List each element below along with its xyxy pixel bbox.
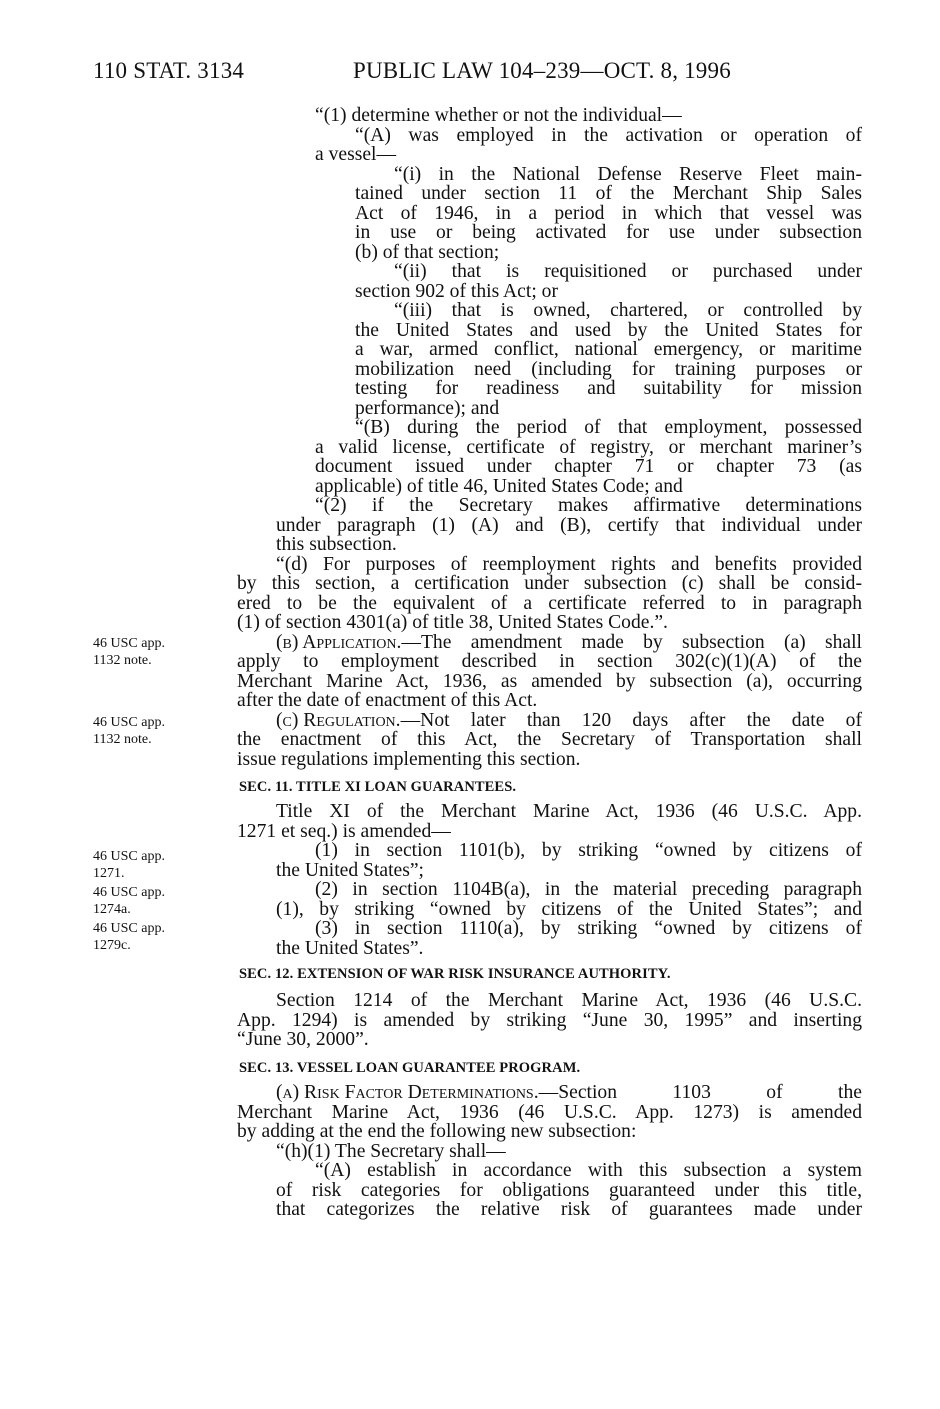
text-line: testing for readiness and suitability for mission	[355, 378, 862, 399]
text-line: a vessel—	[315, 144, 397, 165]
caption-application: (b) Application.	[276, 632, 402, 653]
text-line: performance); and	[355, 398, 500, 419]
text-line: issue regulations implementing this section.	[237, 749, 581, 770]
text-line: the United States”.	[276, 938, 424, 959]
text-line: that categorizes the relative risk of guarantees made under	[276, 1199, 862, 1220]
text-line: mobilization need (including for training purposes or	[355, 359, 862, 380]
text-line: applicable) of title 46, United States Code; and	[315, 476, 683, 497]
text-line: in use or being activated for use under subsection	[355, 222, 862, 243]
text-line: Merchant Marine Act, 1936 (46 U.S.C. App. 1273) is amended	[237, 1102, 862, 1123]
text-line: “(d) For purposes of reemployment rights and benefits provided	[276, 554, 862, 575]
regulation-paragraph: (c) Regulation. —Not later than 120 days after the date of	[276, 710, 862, 731]
text-line: “June 30, 2000”.	[237, 1029, 369, 1050]
text-line: section 902 of this Act; or	[355, 281, 558, 302]
caption-risk-factor: (a) Risk Factor Determinations.	[276, 1082, 539, 1103]
text-line: the United States”;	[276, 860, 425, 881]
section-heading: SEC. 11. TITLE XI LOAN GUARANTEES.	[239, 779, 517, 795]
text-line: apply to employment described in section 302(c)(1)(A) of the	[237, 651, 862, 672]
margin-note: 46 USC app. 1279c.	[93, 921, 165, 953]
margin-note: 46 USC app. 1271.	[93, 849, 165, 881]
caption-regulation: (c) Regulation.	[276, 710, 401, 731]
text-line: under paragraph (1) (A) and (B), certify that individual under	[276, 515, 862, 536]
margin-note: 46 USC app. 1274a.	[93, 885, 165, 917]
text-line: (1), by striking “owned by citizens of the United States”; and	[276, 899, 862, 920]
text-line: App. 1294) is amended by striking “June 30, 1995” and inserting	[237, 1010, 862, 1031]
text-line: “(2) if the Secretary makes affirmative determinations	[315, 495, 862, 516]
text-line: after the date of enactment of this Act.	[237, 690, 538, 711]
text-line: by this section, a certification under subsection (c) shall be consid-	[237, 573, 862, 594]
text-line: tained under section 11 of the Merchant Ship Sales	[355, 183, 862, 204]
text-line: (2) in section 1104B(a), in the material preceding paragraph	[315, 879, 862, 900]
text-line: this subsection.	[276, 534, 397, 555]
text-line: (3) in section 1110(a), by striking “owned by citizens of	[315, 918, 862, 939]
text-line: Section 1214 of the Merchant Marine Act, 1936 (46 U.S.C.	[276, 990, 862, 1011]
text-line: a valid license, certificate of registry, or merchant mariner’s	[315, 437, 862, 458]
text-line: Merchant Marine Act, 1936, as amended by subsection (a), occurring	[237, 671, 862, 692]
text-line: “(ii) that is requisitioned or purchased under	[394, 261, 862, 282]
text-line: “(iii) that is owned, chartered, or controlled by	[394, 300, 862, 321]
text-line: by adding at the end the following new subsection:	[237, 1121, 637, 1142]
running-header: PUBLIC LAW 104–239—OCT. 8, 1996	[353, 58, 731, 83]
margin-note: 46 USC app. 1132 note.	[93, 636, 165, 668]
risk-factor-paragraph: (a) Risk Factor Determinations. —Section 1103 of the	[276, 1082, 862, 1103]
text-line: (1) in section 1101(b), by striking “owned by citizens of	[315, 840, 862, 861]
text-line: (1) of section 4301(a) of title 38, United States Code.”.	[237, 612, 668, 633]
text-line: ered to be the equivalent of a certificate referred to in paragraph	[237, 593, 862, 614]
text-line: the United States and used by the United States for	[355, 320, 862, 341]
text-line: “(A) was employed in the activation or operation of	[355, 125, 862, 146]
margin-note: 46 USC app. 1132 note.	[93, 715, 165, 747]
text-line: “(1) determine whether or not the individual—	[315, 105, 682, 126]
text-line: (b) of that section;	[355, 242, 500, 263]
text-line: 1271 et seq.) is amended—	[237, 821, 451, 842]
text-line: “(i) in the National Defense Reserve Fleet main-	[394, 164, 862, 185]
section-heading: SEC. 13. VESSEL LOAN GUARANTEE PROGRAM.	[239, 1060, 581, 1076]
section-heading: SEC. 12. EXTENSION OF WAR RISK INSURANCE AUTHORITY.	[239, 966, 671, 982]
text-line: “(B) during the period of that employment, possessed	[355, 417, 862, 438]
application-paragraph: (b) Application. —The amendment made by subsection (a) shall	[276, 632, 862, 653]
text-line: of risk categories for obligations guaranteed under this title,	[276, 1180, 862, 1201]
text-line: the enactment of this Act, the Secretary of Transportation shall	[237, 729, 862, 750]
text-line: “(h)(1) The Secretary shall—	[276, 1141, 506, 1162]
text-line: a war, armed conflict, national emergency, or maritime	[355, 339, 862, 360]
text-line: Act of 1946, in a period in which that vessel was	[355, 203, 862, 224]
text-line: document issued under chapter 71 or chapter 73 (as	[315, 456, 862, 477]
text-line: Title XI of the Merchant Marine Act, 1936 (46 U.S.C. App.	[276, 801, 862, 822]
text-line: “(A) establish in accordance with this subsection a system	[315, 1160, 862, 1181]
statute-page-number: 110 STAT. 3134	[93, 58, 245, 83]
